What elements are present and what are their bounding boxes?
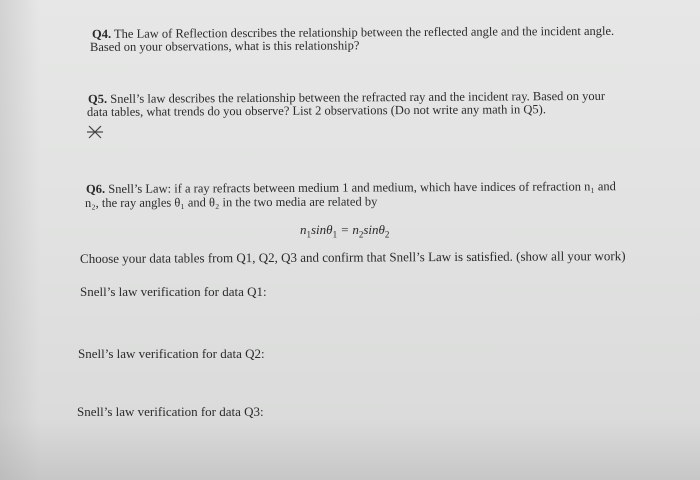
q4-line-2 — [90, 38, 359, 54]
star-scribble-icon — [86, 124, 104, 140]
verification-q2-label: Snell’s law verification for data Q2: — [78, 346, 265, 361]
q4-number: Q4. — [91, 26, 112, 41]
page-shadow-bottom — [0, 420, 700, 480]
verification-q1 — [80, 285, 267, 299]
eq-sin-1: sinθ — [311, 222, 333, 237]
eq-sub-3: 2 — [358, 229, 364, 240]
page-shadow-left — [0, 0, 40, 480]
verification-q3-label: Snell’s law verification for data Q3: — [77, 404, 264, 419]
q6-text-2: n₂, the ray angles θ₁ and θ₂ in the two media are related by — [84, 194, 378, 210]
q6-instruction — [80, 249, 626, 266]
verification-q2 — [78, 347, 265, 361]
q4-text-1: The Law of Reflection describes the relationship between the reflected angle and the incident angle. — [113, 23, 615, 41]
eq-sub-2: 1 — [332, 229, 338, 240]
q4-text-2: Based on your observations, what is this relationship? — [89, 38, 360, 54]
q5-number: Q5. — [87, 91, 108, 106]
eq-sub-1: 1 — [306, 229, 311, 240]
q6-number: Q6. — [85, 181, 106, 196]
q5-text-1: Snell’s law describes the relationship between the refracted ray and the incident ray. Based on your — [110, 88, 606, 106]
q5-text-2: data tables, what trends do you observe? List 2 observations (Do not write any math in Q5). — [86, 102, 546, 119]
q6-line-2 — [85, 194, 377, 210]
eq-sub-4: 2 — [384, 229, 390, 240]
verification-q1-label: Snell’s law verification for data Q1: — [80, 284, 267, 299]
q6-instruction-text: Choose your data tables from Q1, Q2, Q3 and confirm that Snell’s Law is satisfied. (show all your work) — [79, 248, 626, 266]
q6-line-1 — [86, 179, 616, 196]
eq-equals-n: = n — [337, 222, 359, 237]
q6-text-1: Snell’s Law: if a ray refracts between medium 1 and medium, which have indices of refraction n₁ and — [108, 179, 616, 196]
q5-line-2 — [87, 102, 546, 119]
eq-n1: n — [300, 222, 307, 237]
verification-q3 — [77, 405, 264, 419]
eq-sin-2: sinθ — [363, 222, 385, 237]
snells-law-equation — [300, 222, 389, 240]
